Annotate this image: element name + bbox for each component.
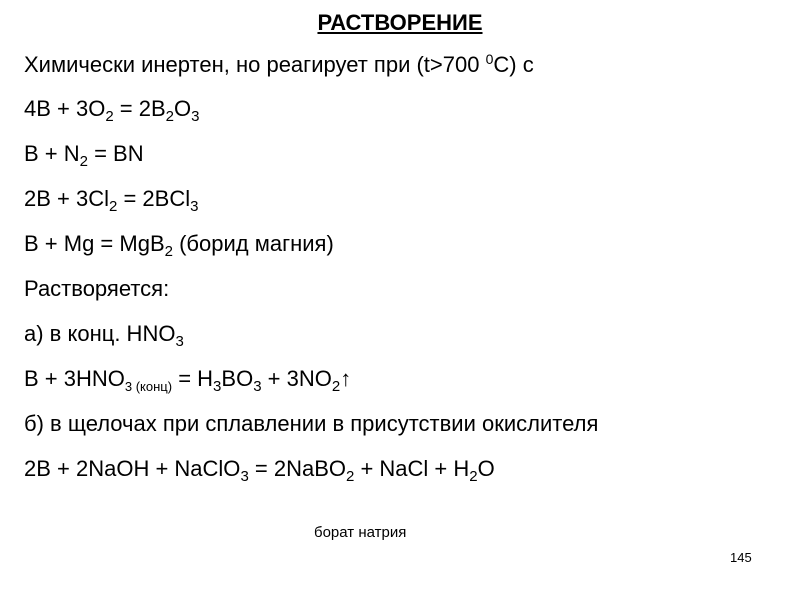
equation-boron-oxygen: $4B + 3O_2 = 2B_2O_3$ <box>24 96 200 125</box>
dissolves-heading: Растворяется: <box>24 276 170 301</box>
case-a-line: а) в конц. $HNO_3$ <box>24 321 184 350</box>
degree-superscript: 0 <box>485 51 494 67</box>
equation-boron-magnesium: B + Mg = MgB$_2$ (борид магния) <box>24 231 334 260</box>
equation-boron-alkali: 2B + 2NaOH + NaClO$_3$ = 2NaBO$_2$ + NaCl + $H_2O$ <box>24 456 495 485</box>
intro-end: C) с <box>493 52 534 77</box>
case-b-line: б) в щелочах при сплавлении в присутствии окислителя <box>24 411 599 436</box>
equation-boron-nitric-acid: $B + 3HNO_{3 (конц)} = H_3BO_3$ + $3NO_2↑$ <box>24 366 352 395</box>
intro-text: Химически инертен, но реагирует при (t>700 <box>24 52 486 77</box>
page-title: РАСТВОРЕНИЕ <box>317 10 483 35</box>
equation-boron-nitrogen: $B + N_2$ = BN <box>24 141 144 170</box>
equation-boron-chlorine: $2B + 3Cl_2 = 2BCl_3$ <box>24 186 199 215</box>
intro-line <box>24 52 534 78</box>
sodium-borate-caption: борат натрия <box>314 524 407 541</box>
page-number: 145 <box>730 550 752 565</box>
